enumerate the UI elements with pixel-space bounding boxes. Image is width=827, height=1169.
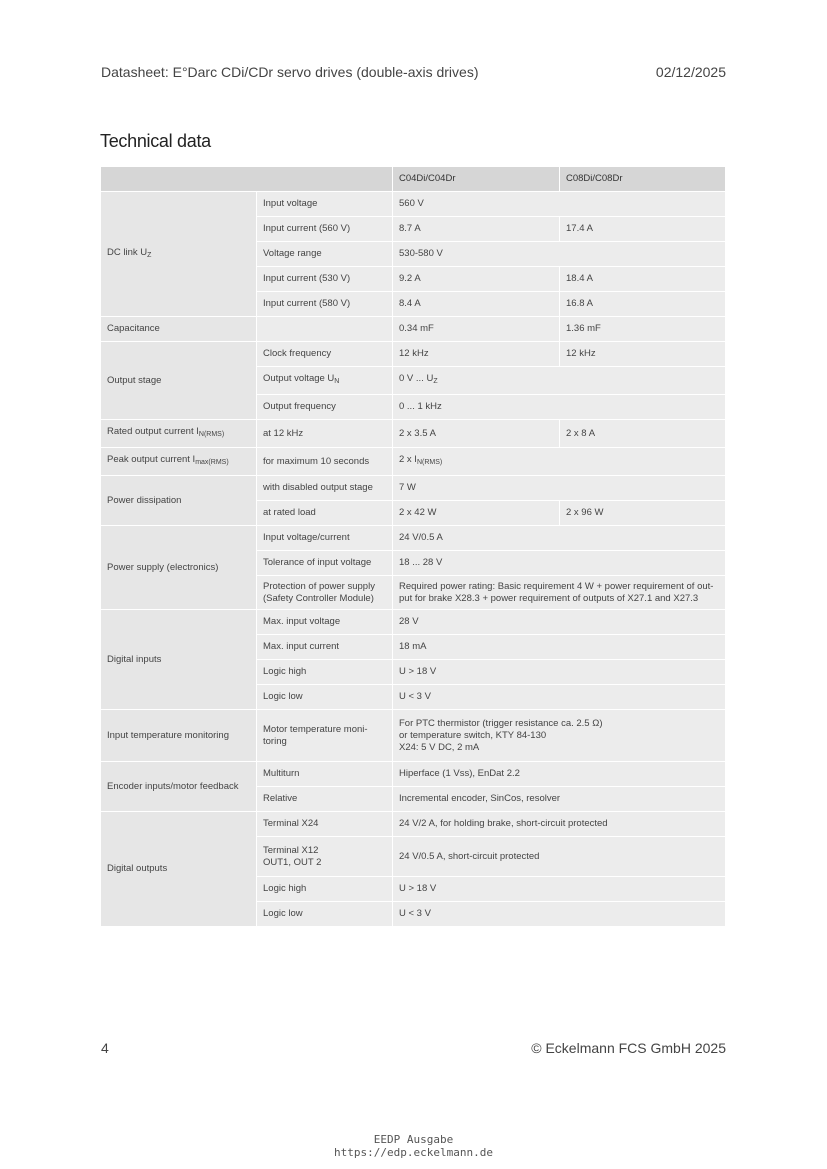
- table-row: [101, 762, 726, 787]
- category-cell: Input temperature monitoring: [101, 710, 257, 762]
- parameter-cell: Output voltage $U_N$: [257, 367, 393, 395]
- document-header-title: Datasheet: E°Darc CDi/CDr servo drives (double-axis drives): [101, 64, 479, 80]
- value-cell: 0 V ... $U_Z$: [393, 367, 726, 395]
- value-cell: U < 3 V: [393, 902, 726, 927]
- technical-data-table: [100, 166, 726, 927]
- table-row: [101, 420, 726, 448]
- table-row: [101, 317, 726, 342]
- parameter-cell: Terminal X12 OUT1, OUT 2: [257, 837, 393, 877]
- value-cell: 24 V/0.5 A: [393, 526, 726, 551]
- parameter-cell: Input current (560 V): [257, 217, 393, 242]
- category-cell: Encoder inputs/motor feedback: [101, 762, 257, 812]
- category-cell: Rated output current $I_{N(RMS)}$: [101, 420, 257, 448]
- watermark-line: EEDP Ausgabe: [373, 1133, 454, 1146]
- parameter-cell: Motor temperature moni- toring: [257, 710, 393, 762]
- value-cell: 530-580 V: [393, 242, 726, 267]
- copyright-notice: © Eckelmann FCS GmbH 2025: [531, 1040, 726, 1056]
- value-cell: U > 18 V: [393, 877, 726, 902]
- parameter-cell: at rated load: [257, 501, 393, 526]
- parameter-cell: Input voltage: [257, 192, 393, 217]
- value-cell: 560 V: [393, 192, 726, 217]
- column-header: C08Di/C08Dr: [560, 167, 726, 192]
- value-cell: 2 x $I_{N(RMS)}$: [393, 448, 726, 476]
- table-row: [101, 192, 726, 217]
- value-cell: 17.4 A: [560, 217, 726, 242]
- value-cell: Incremental encoder, SinCos, resolver: [393, 787, 726, 812]
- watermark-url: https://edp.eckelmann.de: [334, 1146, 493, 1159]
- parameter-cell: Multiturn: [257, 762, 393, 787]
- parameter-cell: Logic high: [257, 877, 393, 902]
- document-header-date: 02/12/2025: [655, 64, 726, 80]
- category-cell: Peak output current $I_{max(RMS)}$: [101, 448, 257, 476]
- value-cell: 12 kHz: [393, 342, 560, 367]
- value-cell: 2 x 3.5 A: [393, 420, 560, 448]
- value-cell: Required power rating: Basic requirement 4 W + power requirement of out- put for brake X28.3 + power requirement of outputs of X27.1 and X27.3: [393, 576, 726, 610]
- table-row: [101, 342, 726, 367]
- value-cell: U < 3 V: [393, 685, 726, 710]
- value-cell: 24 V/0.5 A, short-circuit protected: [393, 837, 726, 877]
- table-header-row: [101, 167, 726, 192]
- value-cell: 18 ... 28 V: [393, 551, 726, 576]
- parameter-cell: Terminal X24: [257, 812, 393, 837]
- parameter-cell: Input voltage/current: [257, 526, 393, 551]
- table-row: [101, 448, 726, 476]
- category-cell: DC link $U_Z$: [101, 192, 257, 317]
- value-cell: U > 18 V: [393, 660, 726, 685]
- parameter-cell: [257, 317, 393, 342]
- value-cell: For PTC thermistor (trigger resistance ca. 2.5 Ω) or temperature switch, KTY 84-130 X24: 5 V DC, 2 mA: [393, 710, 726, 762]
- parameter-cell: for maximum 10 seconds: [257, 448, 393, 476]
- parameter-cell: Max. input current: [257, 635, 393, 660]
- category-cell: Capacitance: [101, 317, 257, 342]
- table-row: [101, 476, 726, 501]
- value-cell: 1.36 mF: [560, 317, 726, 342]
- value-cell: 12 kHz: [560, 342, 726, 367]
- value-cell: 28 V: [393, 610, 726, 635]
- parameter-cell: Logic high: [257, 660, 393, 685]
- column-header: C04Di/C04Dr: [393, 167, 560, 192]
- parameter-cell: Voltage range: [257, 242, 393, 267]
- value-cell: 8.7 A: [393, 217, 560, 242]
- parameter-cell: Logic low: [257, 902, 393, 927]
- value-cell: 2 x 8 A: [560, 420, 726, 448]
- table-row: [101, 812, 726, 837]
- value-cell: 9.2 A: [393, 267, 560, 292]
- table-row: [101, 610, 726, 635]
- category-cell: Power supply (electronics): [101, 526, 257, 610]
- value-cell: 18 mA: [393, 635, 726, 660]
- table-row: [101, 526, 726, 551]
- parameter-cell: Input current (530 V): [257, 267, 393, 292]
- category-cell: Digital inputs: [101, 610, 257, 710]
- category-cell: Power dissipation: [101, 476, 257, 526]
- value-cell: 24 V/2 A, for holding brake, short-circuit protected: [393, 812, 726, 837]
- value-cell: 16.8 A: [560, 292, 726, 317]
- value-cell: 2 x 42 W: [393, 501, 560, 526]
- category-cell: Digital outputs: [101, 812, 257, 927]
- parameter-cell: with disabled output stage: [257, 476, 393, 501]
- value-cell: 18.4 A: [560, 267, 726, 292]
- header-empty-cell: [101, 167, 393, 192]
- value-cell: 8.4 A: [393, 292, 560, 317]
- parameter-cell: Relative: [257, 787, 393, 812]
- category-cell: Output stage: [101, 342, 257, 420]
- value-cell: 2 x 96 W: [560, 501, 726, 526]
- page-number: 4: [101, 1040, 109, 1056]
- parameter-cell: Logic low: [257, 685, 393, 710]
- parameter-cell: Clock frequency: [257, 342, 393, 367]
- value-cell: Hiperface (1 Vss), EnDat 2.2: [393, 762, 726, 787]
- parameter-cell: Input current (580 V): [257, 292, 393, 317]
- value-cell: 7 W: [393, 476, 726, 501]
- parameter-cell: Max. input voltage: [257, 610, 393, 635]
- edition-watermark: [0, 1133, 827, 1159]
- value-cell: 0 ... 1 kHz: [393, 395, 726, 420]
- parameter-cell: Protection of power supply (Safety Controller Module): [257, 576, 393, 610]
- parameter-cell: at 12 kHz: [257, 420, 393, 448]
- value-cell: 0.34 mF: [393, 317, 560, 342]
- table-row: [101, 710, 726, 762]
- section-title: Technical data: [100, 131, 211, 151]
- parameter-cell: Tolerance of input voltage: [257, 551, 393, 576]
- parameter-cell: Output frequency: [257, 395, 393, 420]
